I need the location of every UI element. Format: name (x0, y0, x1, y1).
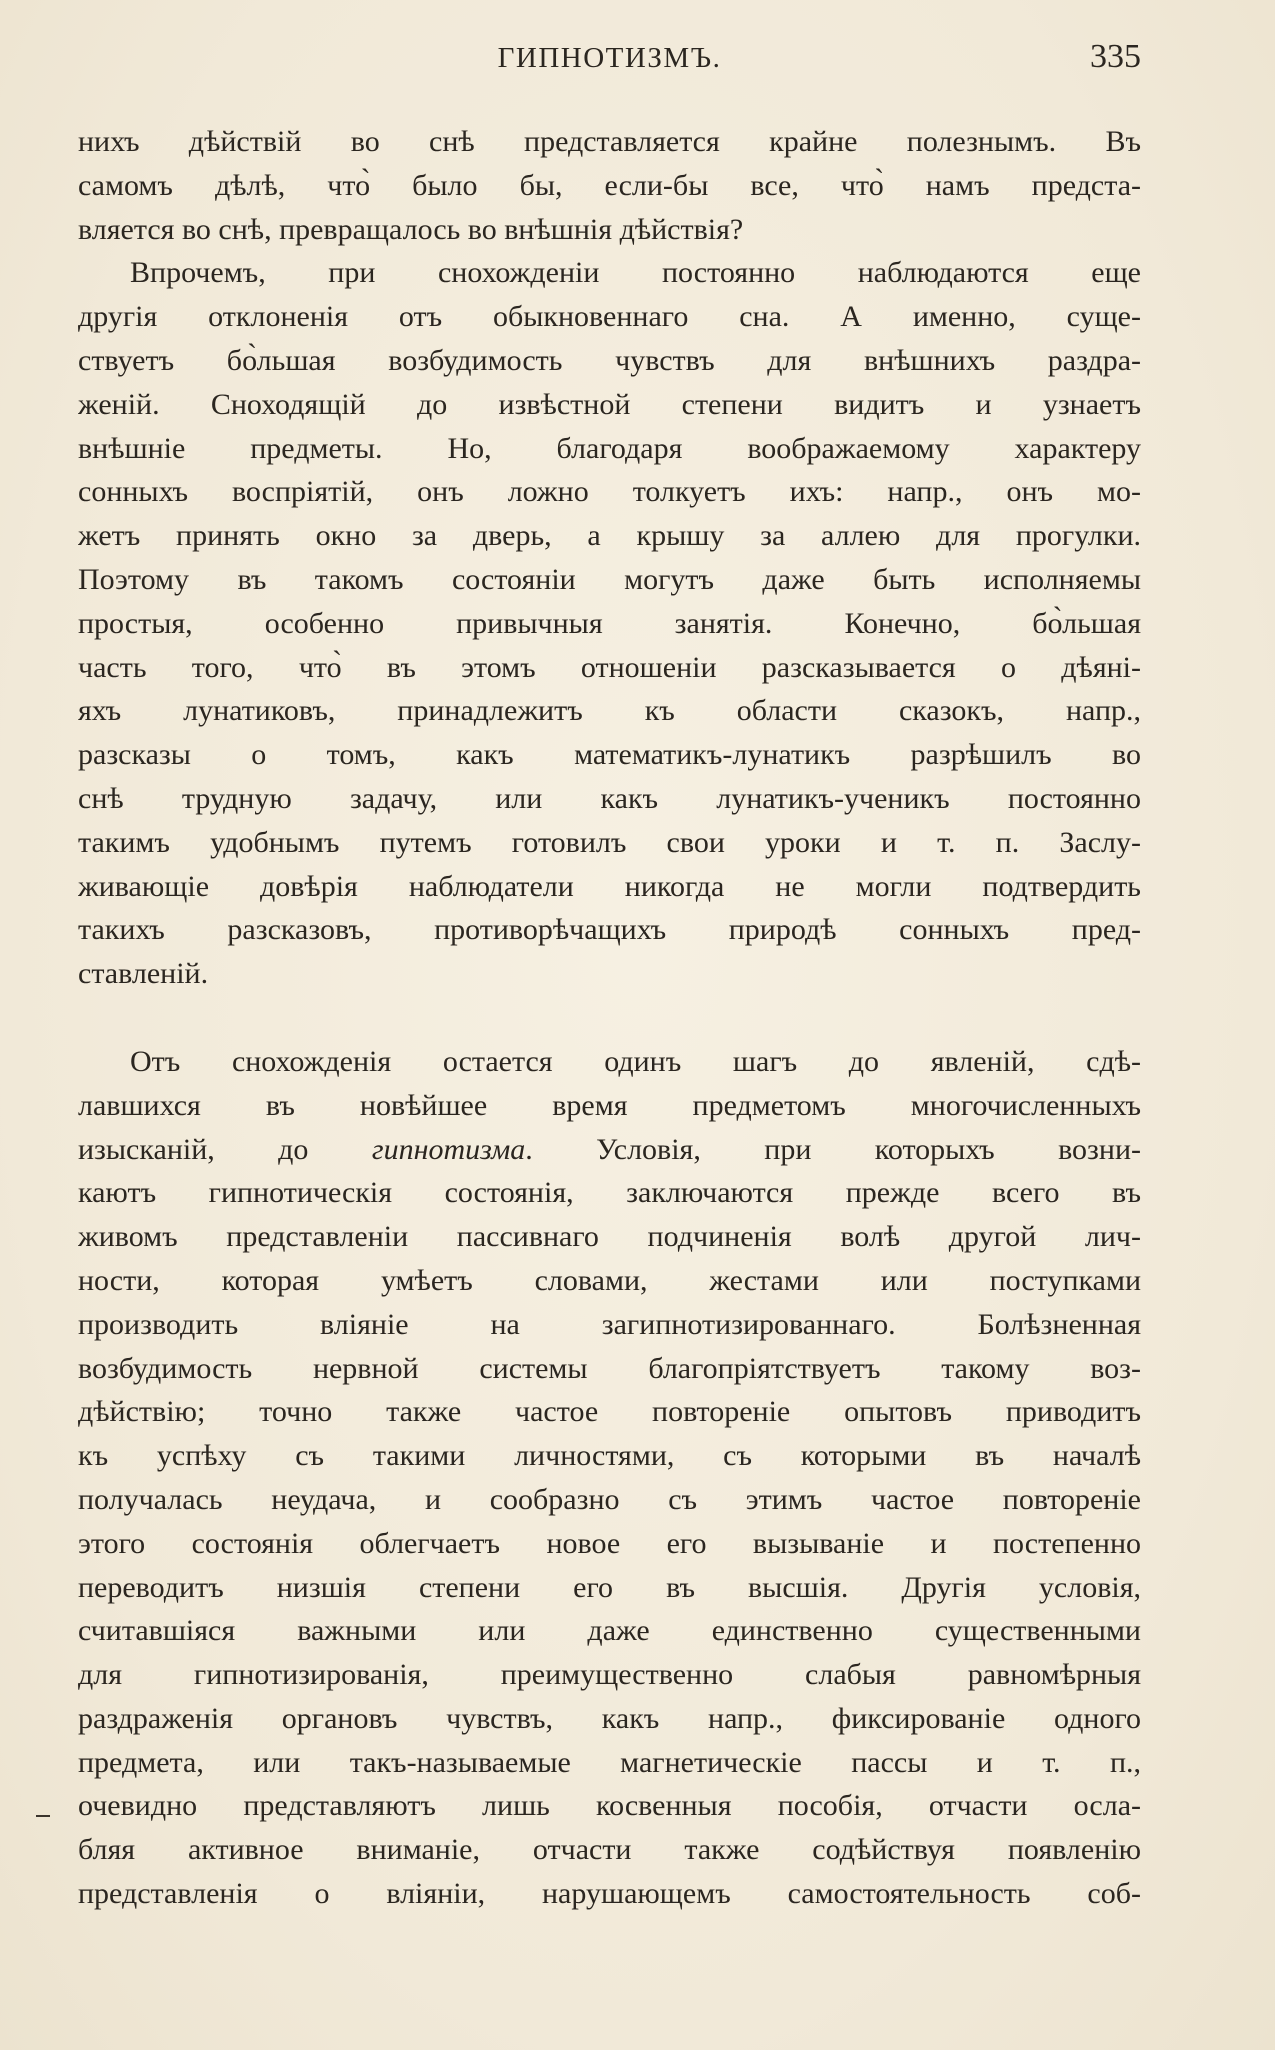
text-line: возбудимость нервной системы благопріятствуетъ такому воз- (78, 1351, 1141, 1385)
text-line: внѣшніе предметы. Но, благодаря воображаемому характеру (78, 431, 1141, 465)
running-title: ГИПНОТИЗМЪ. (497, 42, 722, 74)
text-line: Впрочемъ, при снохожденіи постоянно наблюдаются еще (130, 256, 1141, 290)
text-line: получалась неудача, и сообразно съ этимъ частое повтореніе (78, 1482, 1141, 1516)
text-line: разсказы о томъ, какъ математикъ-лунатикъ разрѣшилъ во (78, 738, 1141, 772)
text-line: ствуетъ бо̀льшая возбудимость чувствъ для внѣшнихъ раздра- (78, 343, 1141, 377)
text-line: живающіе довѣрія наблюдатели никогда не могли подтвердить (78, 869, 1141, 903)
text-line: ставленій. (78, 957, 209, 991)
text-line: сонныхъ воспріятій, онъ ложно толкуетъ ихъ: напр., онъ мо- (78, 475, 1141, 509)
text-line: для гипнотизированія, преимущественно слабыя равномѣрныя (78, 1658, 1141, 1692)
text-line: лавшихся въ новѣйшее время предметомъ многочисленныхъ (78, 1088, 1141, 1122)
page-number: 335 (1090, 38, 1141, 75)
text-line: снѣ трудную задачу, или какъ лунатикъ-ученикъ постоянно (78, 781, 1141, 815)
text-line: раздраженія органовъ чувствъ, какъ напр., фиксированіе одного (78, 1701, 1141, 1735)
text-line-with-italic (78, 1128, 1141, 1172)
text-line: такимъ удобнымъ путемъ готовилъ свои уроки и т. п. Заслу- (78, 825, 1141, 859)
body-text (78, 120, 1141, 1916)
text-line: жетъ принять окно за дверь, а крышу за аллею для прогулки. (78, 519, 1141, 553)
text-line: простыя, особенно привычныя занятія. Конечно, бо̀льшая (78, 606, 1141, 640)
text-line: предмета, или такъ-называемые магнетическіе пассы и т. п., (78, 1745, 1141, 1779)
text-line: дѣйствію; точно также частое повтореніе опытовъ приводитъ (78, 1395, 1141, 1429)
text-line: переводитъ низшія степени его въ высшія. Другія условія, (78, 1570, 1141, 1604)
text-line: производить вліяніе на загипнотизированнаго. Болѣзненная (78, 1307, 1141, 1341)
text-line: нихъ дѣйствій во снѣ представляется крайне полезнымъ. Въ (78, 125, 1141, 158)
text-line: яхъ лунатиковъ, принадлежитъ къ области сказокъ, напр., (78, 694, 1141, 728)
paragraph-3 (78, 1040, 1141, 1916)
text-line: живомъ представленіи пассивнаго подчиненія волѣ другой лич- (78, 1220, 1141, 1254)
margin-dash-mark (36, 1815, 50, 1817)
text-line: Отъ снохожденія остается одинъ шагъ до явленій, сдѣ- (130, 1044, 1141, 1078)
paragraph-gap (78, 996, 1141, 1040)
text-line: женій. Сноходящій до извѣстной степени видитъ и узнаетъ (78, 387, 1141, 421)
text-line: этого состоянія облегчаетъ новое его вызываніе и постепенно (78, 1526, 1141, 1560)
text-line: представленія о вліяніи, нарушающемъ самостоятельность соб- (78, 1877, 1141, 1911)
text-line: бляя активное вниманіе, отчасти также содѣйствуя появленію (78, 1833, 1141, 1867)
text-line: каютъ гипнотическія состоянія, заключаются прежде всего въ (78, 1176, 1141, 1210)
text-line: вляется во снѣ, превращалось во внѣшнія дѣйствія? (78, 212, 744, 246)
text-line: ности, которая умѣетъ словами, жестами или поступками (78, 1263, 1141, 1297)
page-header (78, 38, 1141, 86)
text-segment: . Условія, при которыхъ возни- (525, 1132, 1141, 1166)
text-line: самомъ дѣлѣ, что̀ было бы, если-бы все, что̀ намъ предста- (78, 168, 1141, 202)
text-line: къ успѣху съ такими личностями, съ которыми въ началѣ (78, 1439, 1141, 1473)
text-line: очевидно представляютъ лишь косвенныя пособія, отчасти осла- (78, 1789, 1141, 1823)
text-segment: изысканій, до (78, 1132, 372, 1166)
text-line: другія отклоненія отъ обыкновеннаго сна. А именно, суще- (78, 300, 1141, 334)
text-line: такихъ разсказовъ, противорѣчащихъ природѣ сонныхъ пред- (78, 913, 1141, 947)
paragraph-1 (78, 120, 1141, 251)
text-line: часть того, что̀ въ этомъ отношеніи разсказывается о дѣяні- (78, 650, 1141, 684)
italic-term: гипнотизма (371, 1132, 526, 1166)
text-line: считавшіяся важными или даже единственно существенными (78, 1614, 1141, 1648)
text-line: Поэтому въ такомъ состояніи могутъ даже быть исполняемы (78, 562, 1141, 596)
paragraph-2 (78, 251, 1141, 996)
